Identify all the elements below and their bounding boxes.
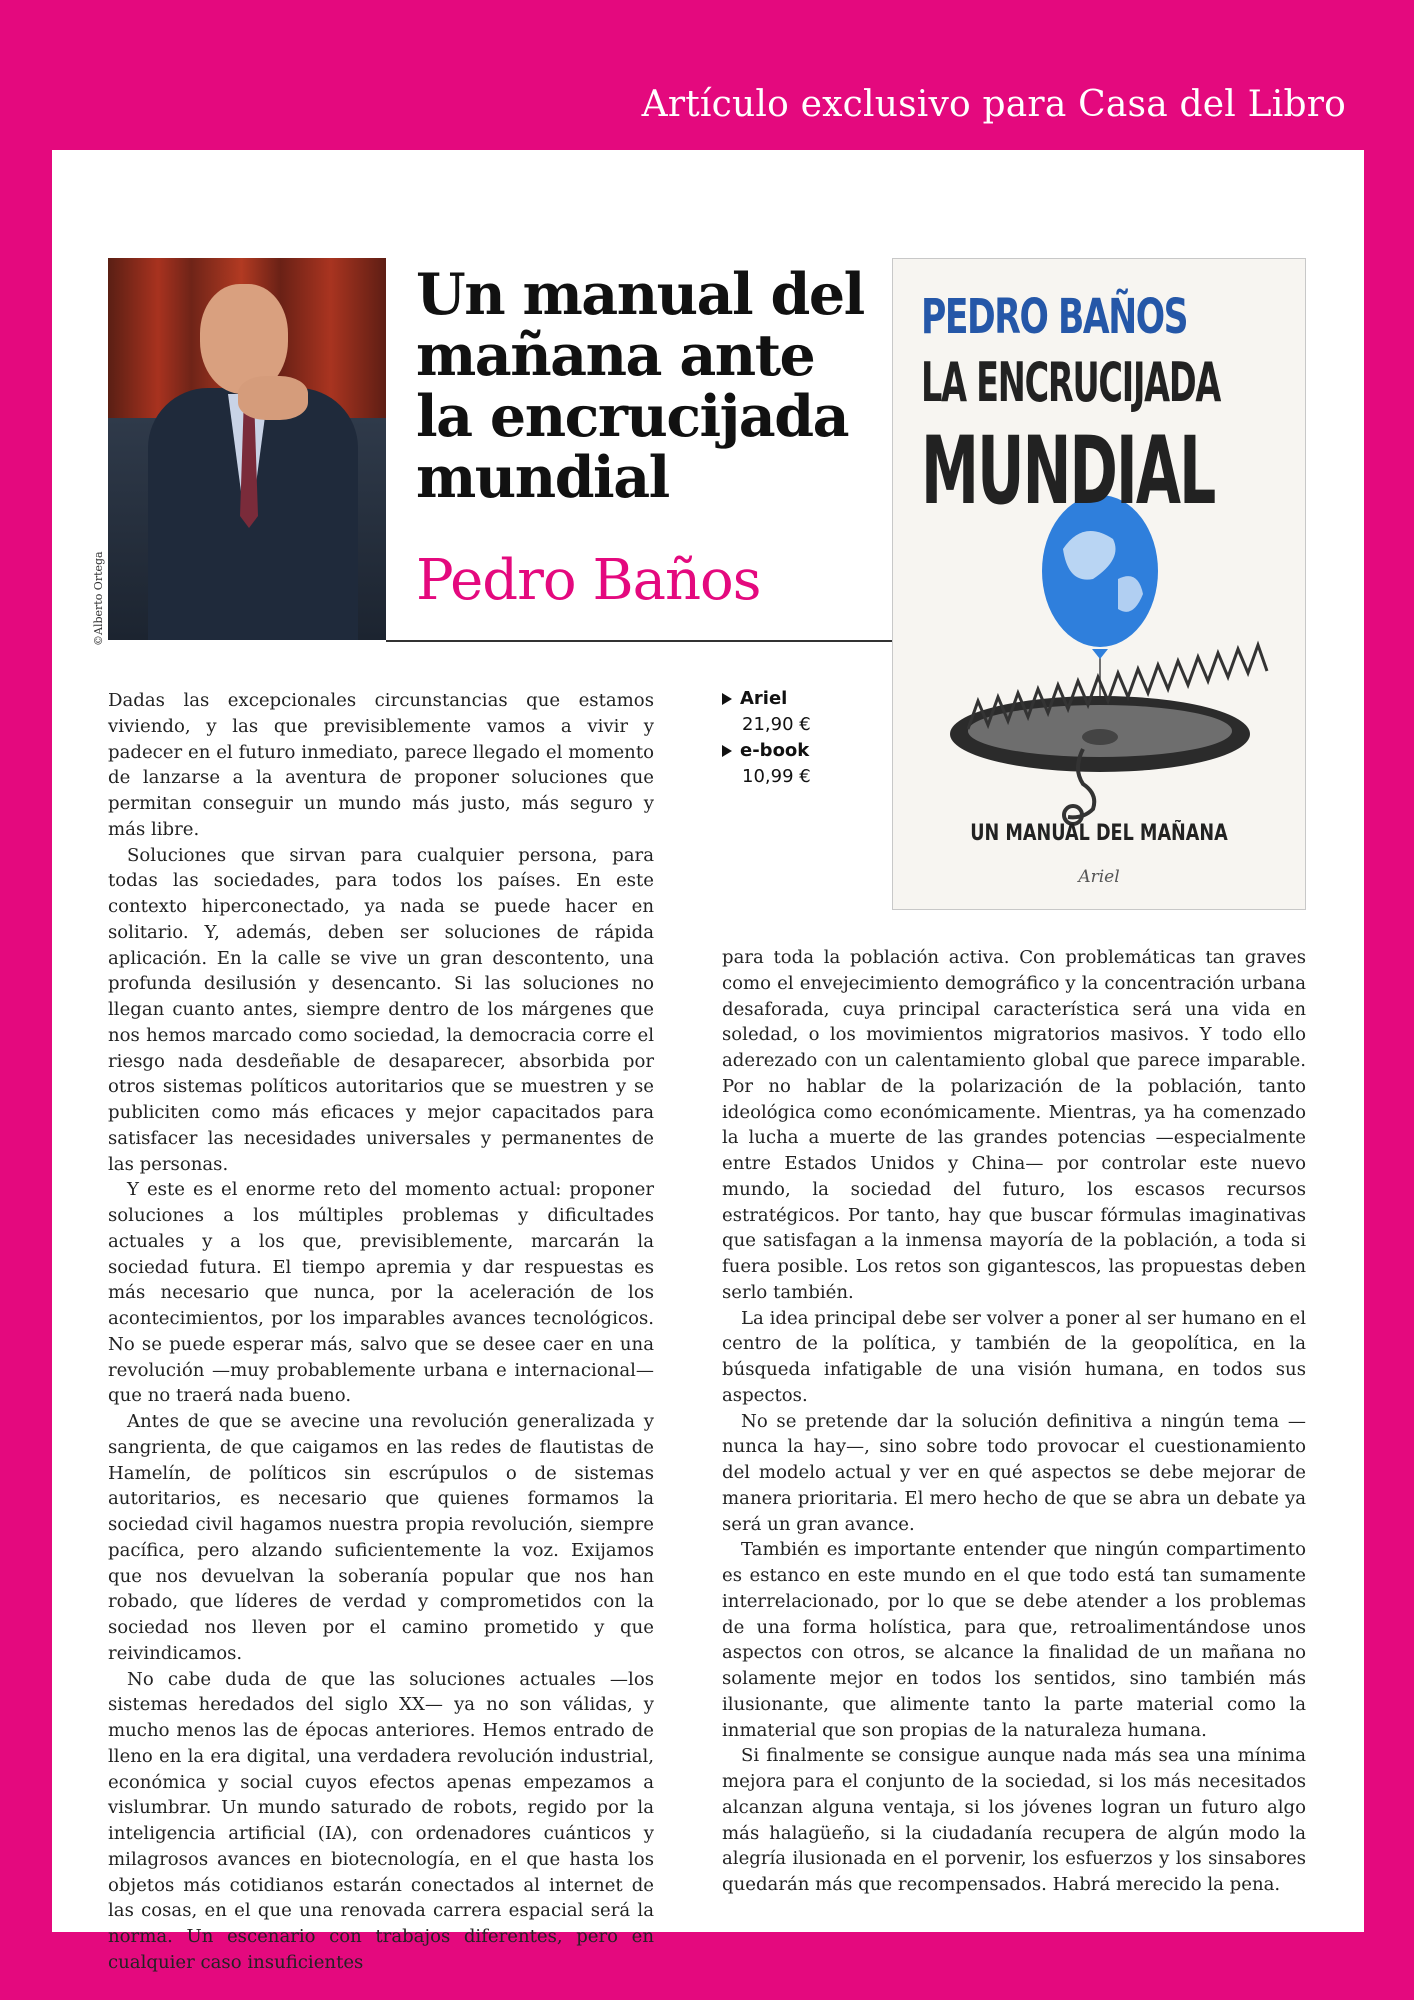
- paragraph: Y este es el enorme reto del momento actual: proponer soluciones a los múltiples problemas y dificultades actuales y a los que, previsiblemente, marcarán la sociedad futura. El tiempo apremia y dar respuestas es más necesario que nunca, por la aceleración de los acontecimientos, por los imparables avances tecnológicos. No se puede esperar más, salvo que se desee caer en una revolución —muy probablemente urbana e internacional— que no traerá nada bueno.: [108, 1179, 654, 1407]
- print-edition-label: Ariel: [740, 688, 788, 709]
- cover-subtitle: UN MANUAL DEL MAÑANA: [970, 821, 1228, 846]
- article-title: Un manual del mañana ante la encrucijada mundial: [416, 261, 864, 511]
- article-author: Pedro Baños: [416, 548, 761, 613]
- photo-credit: ©Alberto Ortega: [92, 551, 105, 646]
- paragraph: Antes de que se avecine una revolución generalizada y sangrienta, de que caigamos en las redes de flautistas de Hamelín, de políticos sin escrúpulos o de sistemas autoritarios, es necesario que quienes formamos la sociedad civil hagamos nuestra propia revolución, siempre pacífica, pero alzando suficientemente la voz. Exijamos que nos devuelvan la soberanía popular que nos han robado, que líderes de verdad y comprometidos con la sociedad nos lleven por el camino prometido y que reivindicamos.: [108, 1411, 654, 1664]
- cover-publisher: Ariel: [1078, 867, 1120, 887]
- article-column-1: [108, 688, 654, 1976]
- triangle-bullet-icon: [722, 693, 732, 705]
- ebook-label: e-book: [740, 740, 810, 761]
- author-photo: [108, 258, 386, 640]
- article-column-2: [722, 945, 1306, 1898]
- paragraph: No se pretende dar la solución definitiva a ningún tema —nunca la hay—, sino sobre todo provocar el cuestionamiento del modelo actual y ver en qué aspectos se debe mejorar de manera prioritaria. El mero hecho de que se abra un debate ya será un gran avance.: [722, 1410, 1306, 1535]
- paragraph: La idea principal debe ser volver a poner al ser humano en el centro de la política, y también de la geopolítica, en la búsqueda infatigable de una visión humana, en todos sus aspectos.: [722, 1307, 1306, 1406]
- paragraph: No cabe duda de que las soluciones actuales —los sistemas heredados del siglo XX— ya no son válidas, y mucho menos las de épocas anteriores. Hemos entrado de lleno en la era digital, una verdadera revolución industrial, económica y social cuyos efectos apenas empezamos a vislumbrar. Un mundo saturado de robots, regido por la inteligencia artificial (IA), con ordenadores cuánticos y milagrosos avances en biotecnología, en el que hasta los objetos más cotidianos estarán conectados al internet de las cosas, en el que una renovada carrera espacial será la norma. Un escenario con trabajos diferentes, pero en cualquier caso insuficientes: [108, 1668, 654, 1973]
- publisher-info: [722, 686, 811, 790]
- book-cover: [892, 258, 1306, 910]
- cover-title-line1: LA ENCRUCIJADA: [921, 351, 1221, 414]
- paragraph: Si finalmente se consigue aunque nada más sea una mínima mejora para el conjunto de la sociedad, si los más necesitados alcanzan alguna ventaja, si los jóvenes logran un futuro algo más halagüeño, si la ciudadanía recupera de algún modo la alegría ilusionada en el porvenir, los esfuerzos y los sinsabores quedarán más que recompensados. Habrá merecido la pena.: [722, 1745, 1306, 1895]
- triangle-bullet-icon: [722, 745, 732, 757]
- paragraph: para toda la población activa. Con problemáticas tan graves como el envejecimiento demográfico y la concentración urbana desaforada, cuya principal característica será una vida en soledad, o los movimientos migratorios masivos. Y todo ello aderezado con un calentamiento global que parece imparable. Por no hablar de la polarización de la población, tanto ideológica como económicamente. Mientras, ya ha comenzado la lucha a muerte de las grandes potencias —especialmente entre Estados Unidos y China— por controlar este nuevo mundo, la sociedad del futuro, los escasos recursos estratégicos. Por tanto, hay que buscar fórmulas imaginativas que satisfagan a la inmensa mayoría de la población, a toda si fuera posible. Los retos son gigantescos, las propuestas deben serlo también.: [722, 947, 1306, 1303]
- cover-author: PEDRO BAÑOS: [921, 289, 1188, 345]
- title-rule: [386, 640, 892, 642]
- paragraph: También es importante entender que ningún compartimento es estanco en este mundo en el que todo está tan sumamente interrelacionado, por lo que se debe atender a los problemas de una forma holística, para que, retroalimentándose unos aspectos con otros, se alcance la finalidad de un mañana no solamente mejor en todos los sentidos, sino también más ilusionante, que alimente tanto la parte material como la inmaterial que son propias de la naturaleza humana.: [722, 1539, 1306, 1741]
- cover-title-line2: MUNDIAL: [921, 417, 1215, 526]
- ebook-price: 10,99 €: [742, 766, 811, 787]
- print-price: 21,90 €: [742, 714, 811, 735]
- paragraph: Dadas las excepcionales circunstancias que estamos viviendo, y las que previsiblemente vamos a vivir y padecer en el futuro inmediato, parece llegado el momento de lanzarse a la aventura de proponer soluciones que permitan conseguir un mundo más justo, más seguro y más libre.: [108, 690, 654, 840]
- exclusive-banner: Artículo exclusivo para Casa del Libro: [641, 84, 1346, 125]
- paragraph: Soluciones que sirvan para cualquier persona, para todas las sociedades, para todos los países. En este contexto hiperconectado, ya nada se puede hacer en solitario. Y, además, deben ser soluciones de rápida aplicación. En la calle se vive un gran descontento, una profunda desilusión y desencanto. Si las soluciones no llegan cuanto antes, siempre dentro de los márgenes que nos hemos marcado como sociedad, la democracia corre el riesgo nada desdeñable de desaparecer, absorbida por otros sistemas políticos autoritarios que se muestren y se publiciten como más eficaces y mejor capacitados para satisfacer las necesidades universales y permanentes de las personas.: [108, 844, 654, 1175]
